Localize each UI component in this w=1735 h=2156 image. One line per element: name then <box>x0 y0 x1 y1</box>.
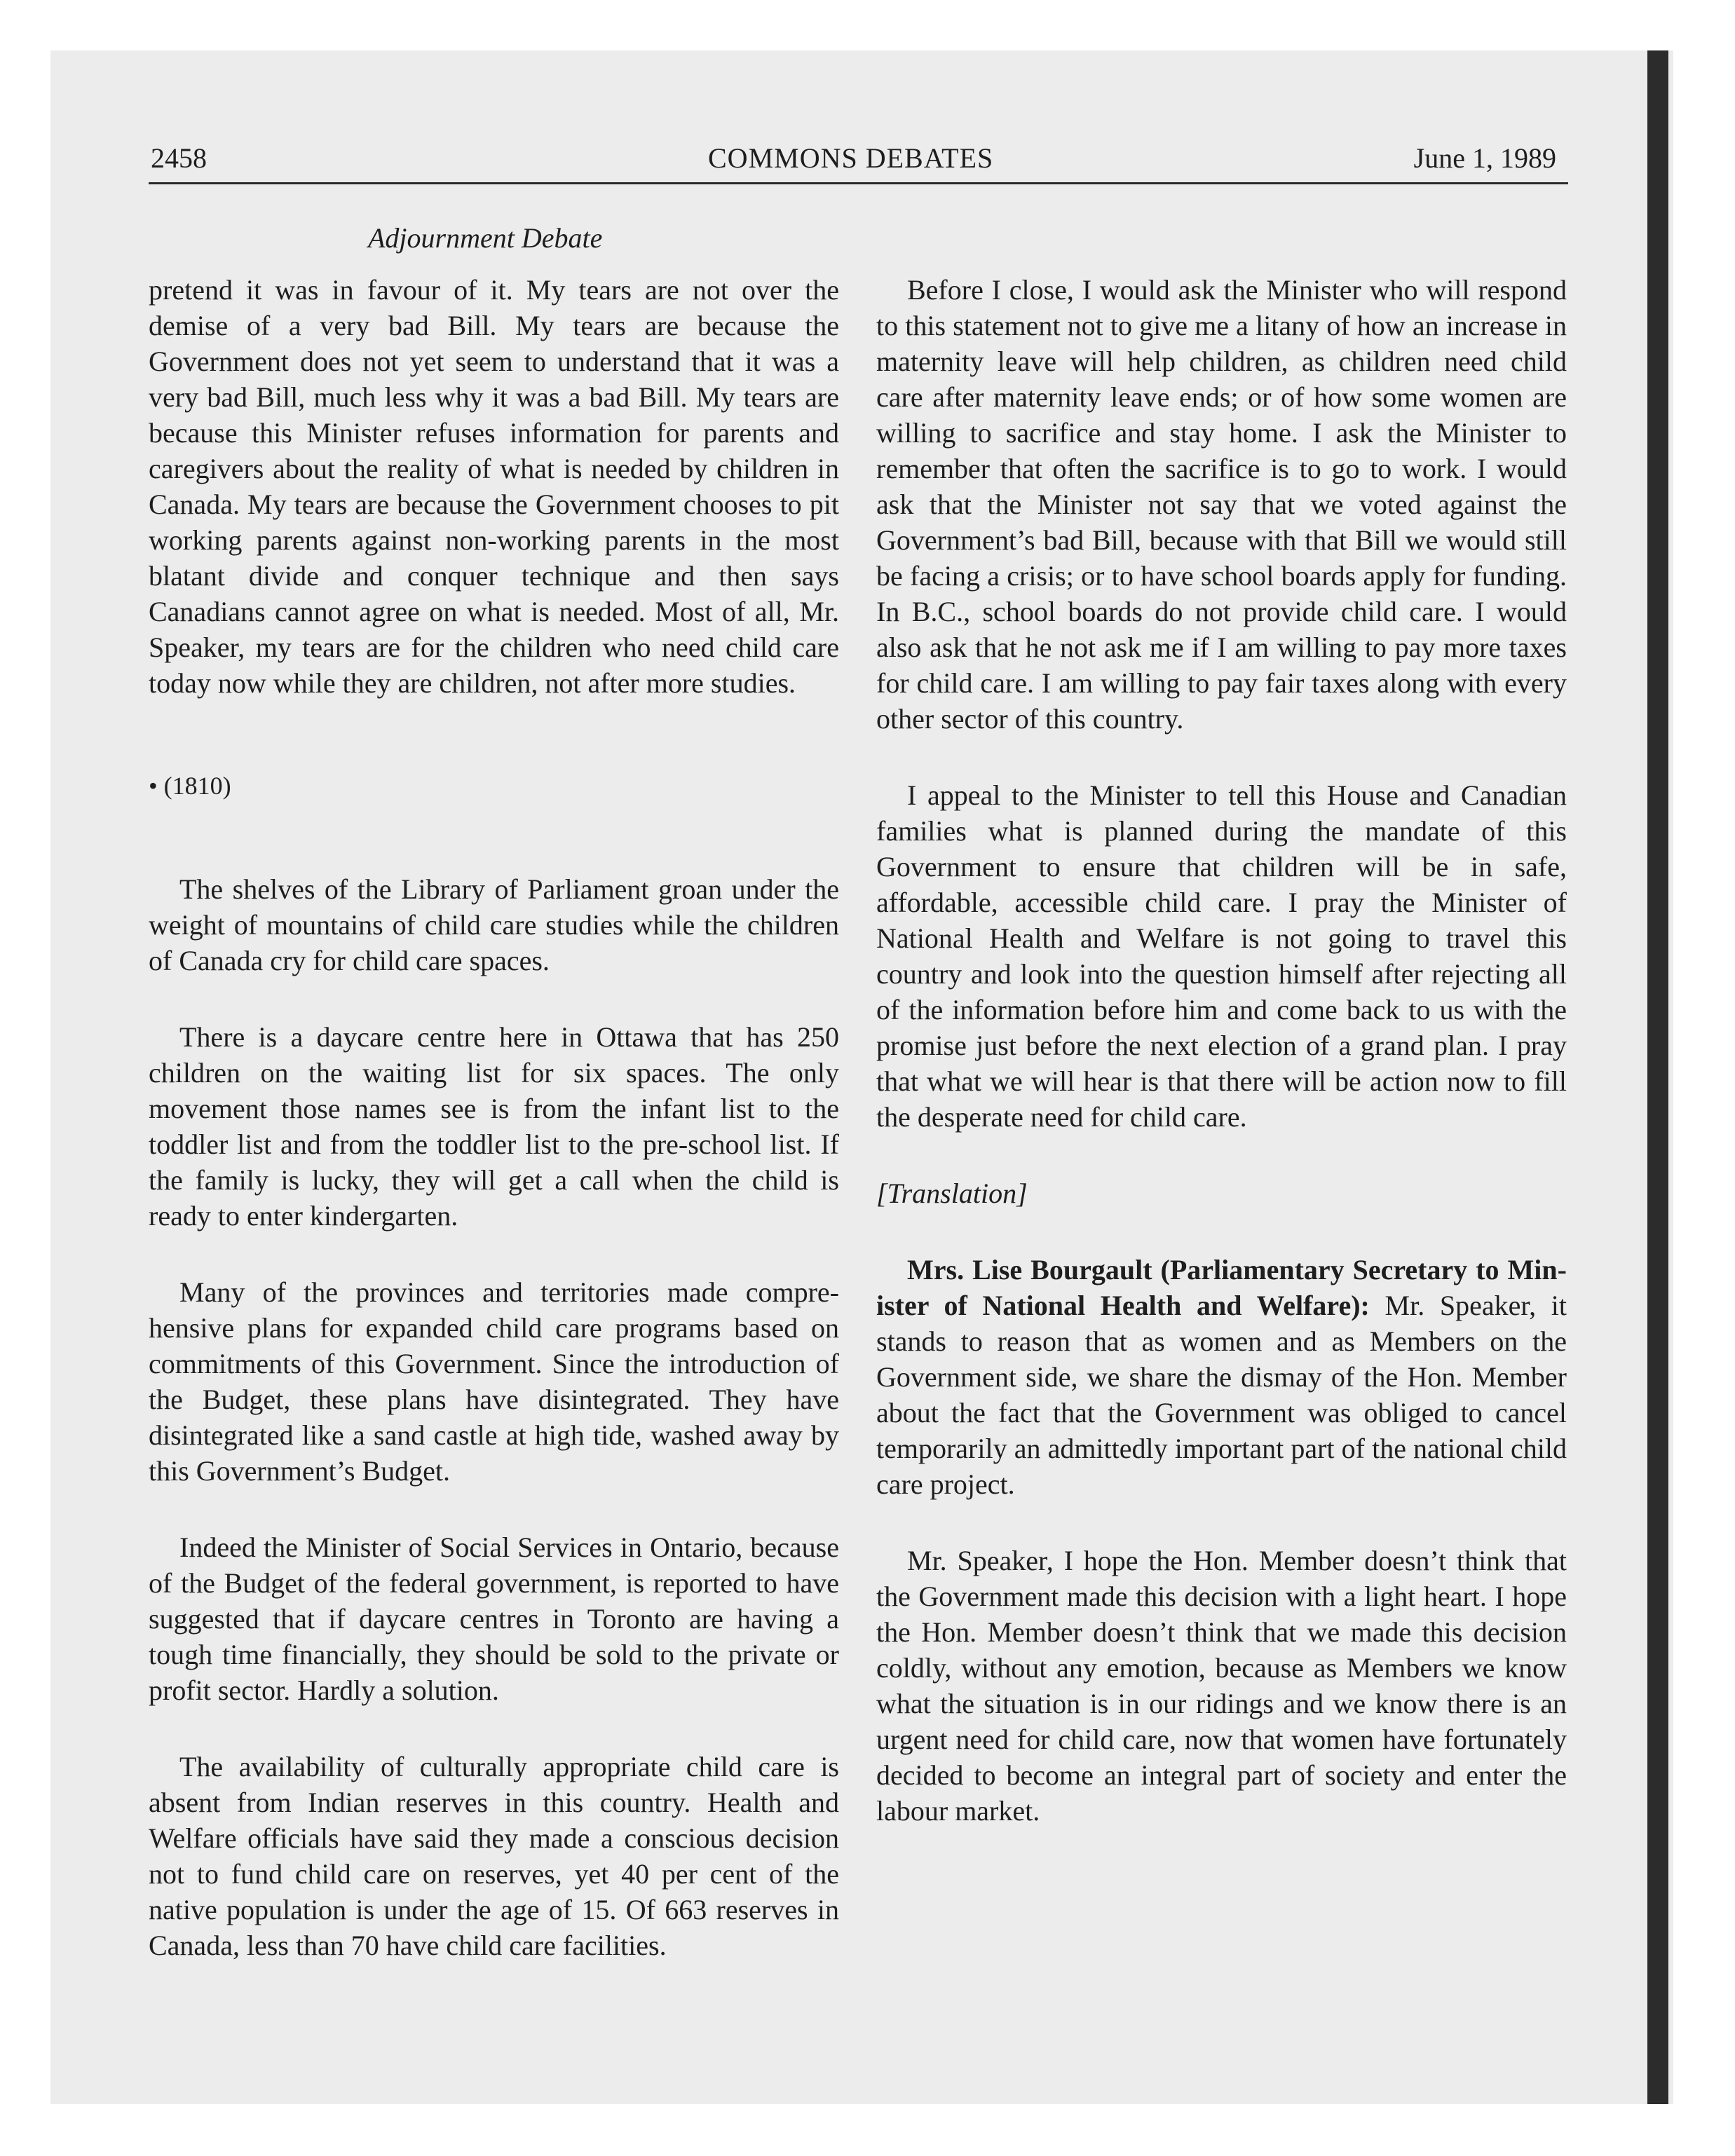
paragraph-before-close: Before I close, I would ask the Minister who will respond to this statement not to give me a litany of how an increase in maternity leave will help children, as children need child care after maternity leave ends; or of how some women are willing to sacrifice and stay home. I ask the Minister to remember that often the sacrifice is to go to work. I would ask that the Minister not say that we voted against the Government’s bad Bill, because with that Bill we would still be facing a crisis; or to have school boards apply for funding. In B.C., school boards do not provide child care. I would also ask that he not ask me if I am willing to pay more taxes for child care. I am willing to pay fair taxes along with every other sector of this country. <box>876 274 1567 735</box>
page-number: 2458 <box>151 142 207 174</box>
left-column <box>149 272 839 1963</box>
paragraph-appeal: I appeal to the Minister to tell this House and Canadian families what is planned during the mandate of this Government to ensure that children will be in safe, affordable, accessible child care. I pray the Minister of National Health and Welfare is not going to travel this country and look into the question himself after rejecting all of the information before him and come back to us with the promise just before the next election of a grand plan. I pray that what we will hear is that there will be action now to fill the desperate need for child care. <box>876 779 1567 1133</box>
time-marker: • (1810) <box>149 772 231 800</box>
speaker-name: Mrs. Lise Bourgault (Parliamentary Secretary to Minister of National Health and Welfare): <box>876 1254 1567 1321</box>
paragraph-bourgault-reply <box>876 1252 1567 1502</box>
scan-edge-shadow <box>1647 50 1668 2104</box>
paragraph-reserves: The availability of culturally appropriate child care is absent from Indian reserves in this country. Health and Welfare officials have said they made a conscious decision not to fund child care on reserves, yet 40 per cent of the native population is under the age of 15. Of 663 reserves in Canada, less than 70 have child care facilities. <box>149 1751 839 1961</box>
paragraph-ontario: Indeed the Minister of Social Services in Ontario, because of the Budget of the federal government, is reported to have suggested that if daycare centres in Toronto are having a tough time financially, they should be sold to the private or profit sector. Hardly a solution. <box>149 1531 839 1706</box>
paragraph-library: The shelves of the Library of Parliament groan under the weight of mountains of child care studies while the children of Canada cry for child care spaces. <box>149 873 839 976</box>
running-title: COMMONS DEBATES <box>708 142 994 174</box>
section-heading: Adjournment Debate <box>368 222 603 254</box>
speaker-text: Mr. Speaker, it stands to reason that as women and as Members on the Government side, we share the dismay of the Hon. Member about the fact that the Government was obliged to cancel temporarily an admittedly important part of the national child care project. <box>876 1290 1567 1500</box>
header-rule <box>149 182 1568 184</box>
translation-marker: [Translation] <box>876 1178 1028 1209</box>
paragraph-continuation: pretend it was in favour of it. My tears are not over the demise of a very bad Bill. My tears are because the Government does not yet seem to understand that it was a very bad Bill, much less why it was a bad Bill. My tears are because this Minister refuses information for parents and caregivers about the reality of what is needed by children in Canada. My tears are because the Government chooses to pit working parents against non-working parents in the most blatant divide and conquer technique and then says Canadians cannot agree on what is needed. Most of all, Mr. Speaker, my tears are for the children who need child care today now while they are children, not after more studies. <box>149 274 839 699</box>
paragraph-provinces: Many of the provinces and territories made comprehensive plans for expanded child care programs based on commitments of this Government. Since the introduction of the Budget, these plans have disintegrated. They have disintegrated like a sand castle at high tide, washed away by this Government’s Budget. <box>149 1276 839 1487</box>
paragraph-light-heart: Mr. Speaker, I hope the Hon. Member doesn’t think that the Government made this decision with a light heart. I hope the Hon. Member doesn’t think that we made this decision coldly, without any emotion, because as Members we know what the situation is in our ridings and we know there is an urgent need for child care, now that women have fortunately decided to become an integral part of society and enter the labour market. <box>876 1545 1567 1827</box>
issue-date: June 1, 1989 <box>1413 142 1556 174</box>
right-column <box>876 272 1567 1829</box>
paragraph-daycare-ottawa: There is a daycare centre here in Ottawa that has 250 children on the waiting list for six spaces. The only movement those names see is from the infant list to the toddler list and from the toddler list to the pre-school list. If the family is lucky, they will get a call when the child is ready to enter kindergarten. <box>149 1021 839 1231</box>
